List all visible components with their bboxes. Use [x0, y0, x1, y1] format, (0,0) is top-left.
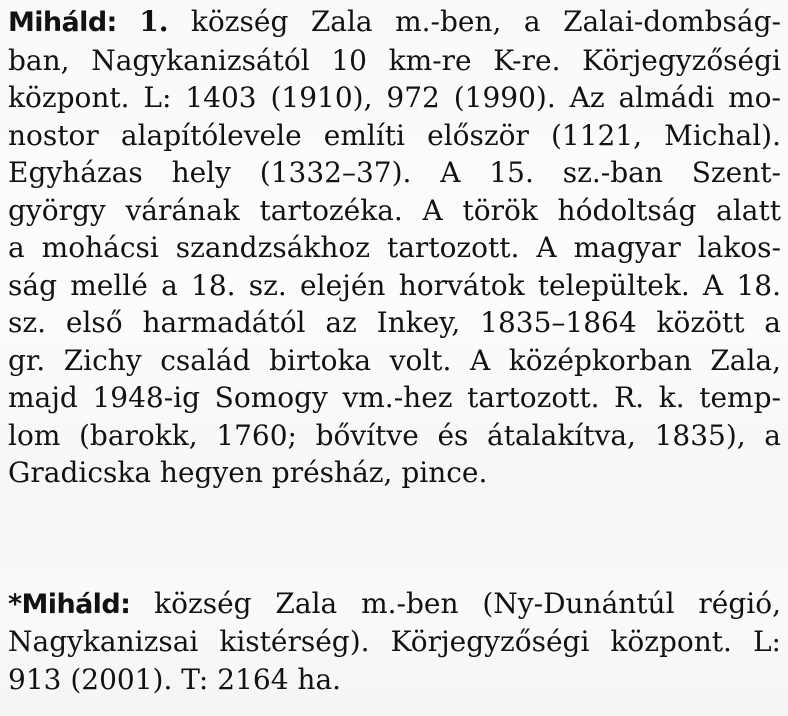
- headword: *Miháld:: [8, 588, 131, 620]
- text-line: majd 1948-ig Somogy vm.-hez tartozott. R. k. temp-: [8, 381, 781, 414]
- text-line: györgy várának tartozéka. A török hódoltság alatt: [8, 193, 781, 227]
- headword: Miháld:: [8, 7, 117, 38]
- text-line: ban, Nagykanizsától 10 km-re K-re. Körjegyzőségi: [8, 43, 781, 77]
- text-line: [8, 585, 781, 624]
- text-line: gr. Zichy család birtoka volt. A középkorban Zala,: [8, 343, 781, 377]
- text-line: központ. L: 1403 (1910), 972 (1990). Az almádi mo-: [8, 81, 781, 114]
- text-line: a mohácsi szandzsákhoz tartozott. A magyar lakos-: [8, 231, 781, 264]
- text-line: sz. első harmadától az Inkey, 1835–1864 között a: [8, 306, 781, 339]
- text-line: lom (barokk, 1760; bővítve és átalakítva, 1835), a: [8, 418, 781, 452]
- line-text: község Zala m.-ben, a Zalai-dombság-: [190, 5, 781, 38]
- text-line: Gradicska hegyen présház, pince.: [8, 456, 488, 489]
- sense-number: 1.: [139, 5, 169, 38]
- text-line: Nagykanizsai kistérség). Körjegyzőségi központ. L:: [8, 625, 781, 658]
- text-line: nostor alapítólevele említi először (1121, Michal).: [8, 118, 781, 152]
- line-text: község Zala m.-ben (Ny-Dunántúl régió,: [154, 586, 781, 620]
- lexicon-entry-mihald-1: [8, 3, 781, 492]
- text-line: ság mellé a 18. sz. elején horvátok települtek. A 18.: [8, 268, 781, 302]
- text-line: Egyházas hely (1332–37). A 15. sz.-ban Szent-: [8, 156, 781, 189]
- lexicon-entry-mihald-2: [8, 585, 781, 699]
- text-line: 913 (2001). T: 2164 ha.: [8, 662, 342, 696]
- text-line: [8, 3, 781, 42]
